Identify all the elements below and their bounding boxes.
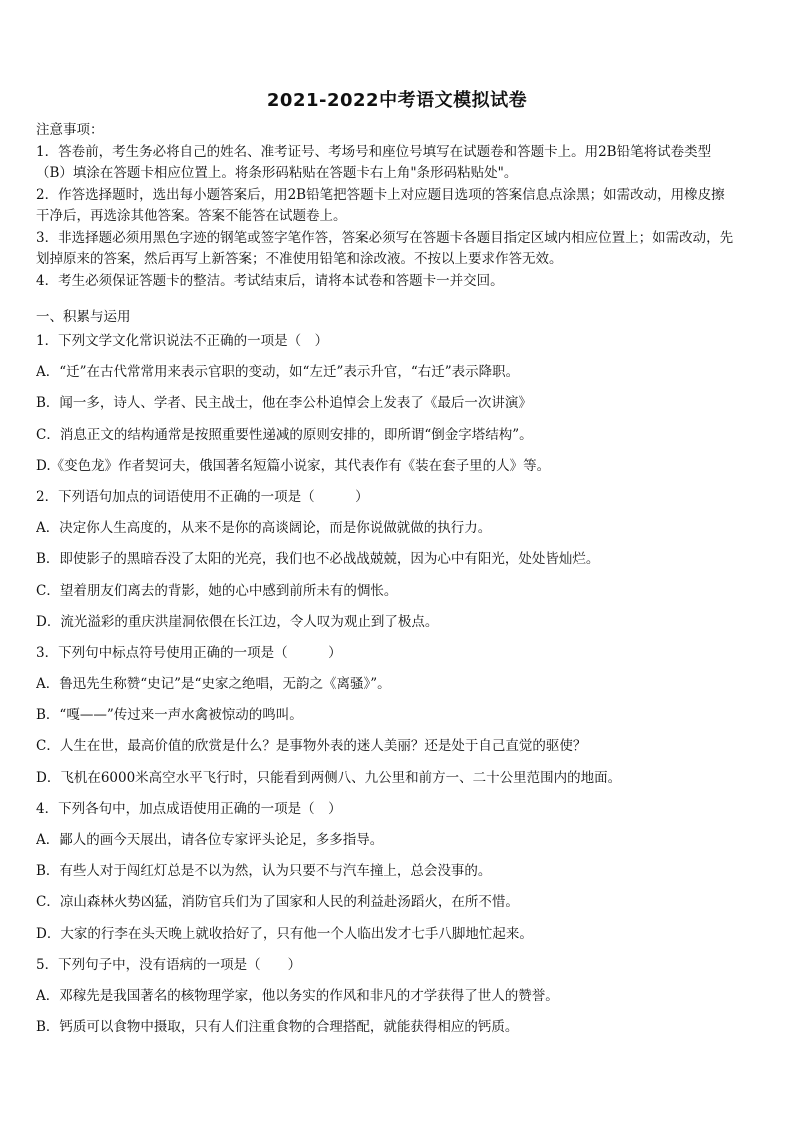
answer-option: B．“嘎——”传过来一声水禽被惊动的鸣叫。: [36, 707, 303, 724]
question-stem: 5．下列句子中，没有语病的一项是（ ）: [36, 956, 302, 973]
page-title: 2021-2022中考语文模拟试卷: [266, 90, 528, 111]
notice-heading: 注意事项：: [36, 122, 104, 138]
notice-line: 1．答卷前，考生务必将自己的姓名、准考证号、考场号和座位号填写在试题卷和答题卡上。用2B铅笔将试卷类型: [36, 143, 712, 160]
notice-line: 4．考生必须保证答题卡的整洁。考试结束后，请将本试卷和答题卡一并交回。: [36, 272, 504, 289]
answer-option: D．飞机在6000米高空水平飞行时，只能看到两侧八、九公里和前方一、二十公里范围内的地面。: [36, 769, 622, 786]
question-stem: 1．下列文学文化常识说法不正确的一项是（ ）: [36, 333, 329, 349]
question-stem: 2．下列语句加点的词语使用不正确的一项是（ ）: [36, 488, 369, 505]
answer-option: B．有些人对于闯红灯总是不以为然，认为只要不与汽车撞上，总会没事的。: [36, 863, 492, 880]
notice-line: （B）填涂在答题卡相应位置上。将条形码粘贴在答题卡右上角"条形码粘贴处"。: [36, 165, 518, 181]
answer-option: C．望着朋友们离去的背影，她的心中感到前所未有的惆怅。: [36, 582, 398, 599]
question-list: [36, 331, 764, 1048]
answer-option: A．邓稼先是我国著名的核物理学家，他以务实的作风和非凡的才学获得了世人的赞誉。: [36, 987, 559, 1004]
question-stem: 4．下列各句中，加点成语使用正确的一项是（ ）: [36, 800, 342, 817]
notice-line: 划掉原来的答案，然后再写上新答案；不准使用铅笔和涂改液。不按以上要求作答无效。: [36, 251, 563, 267]
answer-option: B．闻一多，诗人、学者、民主战士，他在李公朴追悼会上发表了《最后一次讲演》: [36, 395, 532, 412]
answer-option: A．鲁迅先生称赞“史记”是“史家之绝唱，无韵之《离骚》”。: [36, 676, 391, 693]
answer-option: B．钙质可以食物中摄取，只有人们注重食物的合理搭配，就能获得相应的钙质。: [36, 1019, 519, 1036]
answer-option: A．鄙人的画今天展出，请各位专家评头论足，多多指导。: [36, 832, 384, 848]
notice-line: 干净后，再选涂其他答案。答案不能答在试题卷上。: [36, 208, 347, 224]
answer-option: C．消息正文的结构通常是按照重要性递减的原则安排的，即所谓“倒金字塔结构”。: [36, 426, 533, 443]
answer-option: D．流光溢彩的重庆洪崖洞依偎在长江边，令人叹为观止到了极点。: [36, 613, 439, 630]
question-stem: 3．下列句中标点符号使用正确的一项是（ ）: [36, 644, 342, 661]
answer-option: D．大家的行李在头天晚上就收拾好了，只有他一个人临出发才七手八脚地忙起来。: [36, 925, 533, 942]
notice-block: [36, 120, 764, 292]
notice-line: 3．非选择题必须用黑色字迹的钢笔或签字笔作答，答案必须写在答题卡各题目指定区域内相应位置上；如需改动，先: [36, 229, 734, 246]
answer-option: D.《变色龙》作者契诃夫，俄国著名短篇小说家，其代表作有《装在套子里的人》等。: [36, 457, 551, 474]
answer-option: C．人生在世，最高价值的欣赏是什么？是事物外表的迷人美丽？还是处于自己直觉的驱使？: [36, 738, 587, 755]
answer-option: C．凉山森林火势凶猛，消防官兵们为了国家和人民的利益赴汤蹈火，在所不惜。: [36, 894, 519, 911]
answer-option: A．“迁”在古代常常用来表示官职的变动，如“左迁”表示升官，“右迁”表示降职。: [36, 364, 520, 381]
answer-option: A．决定你人生高度的，从来不是你的高谈阔论，而是你说做就做的执行力。: [36, 520, 492, 537]
notice-line: 2．作答选择题时，选出每小题答案后，用2B铅笔把答题卡上对应题目选项的答案信息点涂黑；如需改动，用橡皮擦: [36, 186, 725, 203]
answer-option: B．即使影子的黑暗吞没了太阳的光亮，我们也不必战战兢兢，因为心中有阳光，处处皆灿烂。: [36, 551, 600, 568]
section-title: 一、积累与运用: [36, 309, 131, 325]
